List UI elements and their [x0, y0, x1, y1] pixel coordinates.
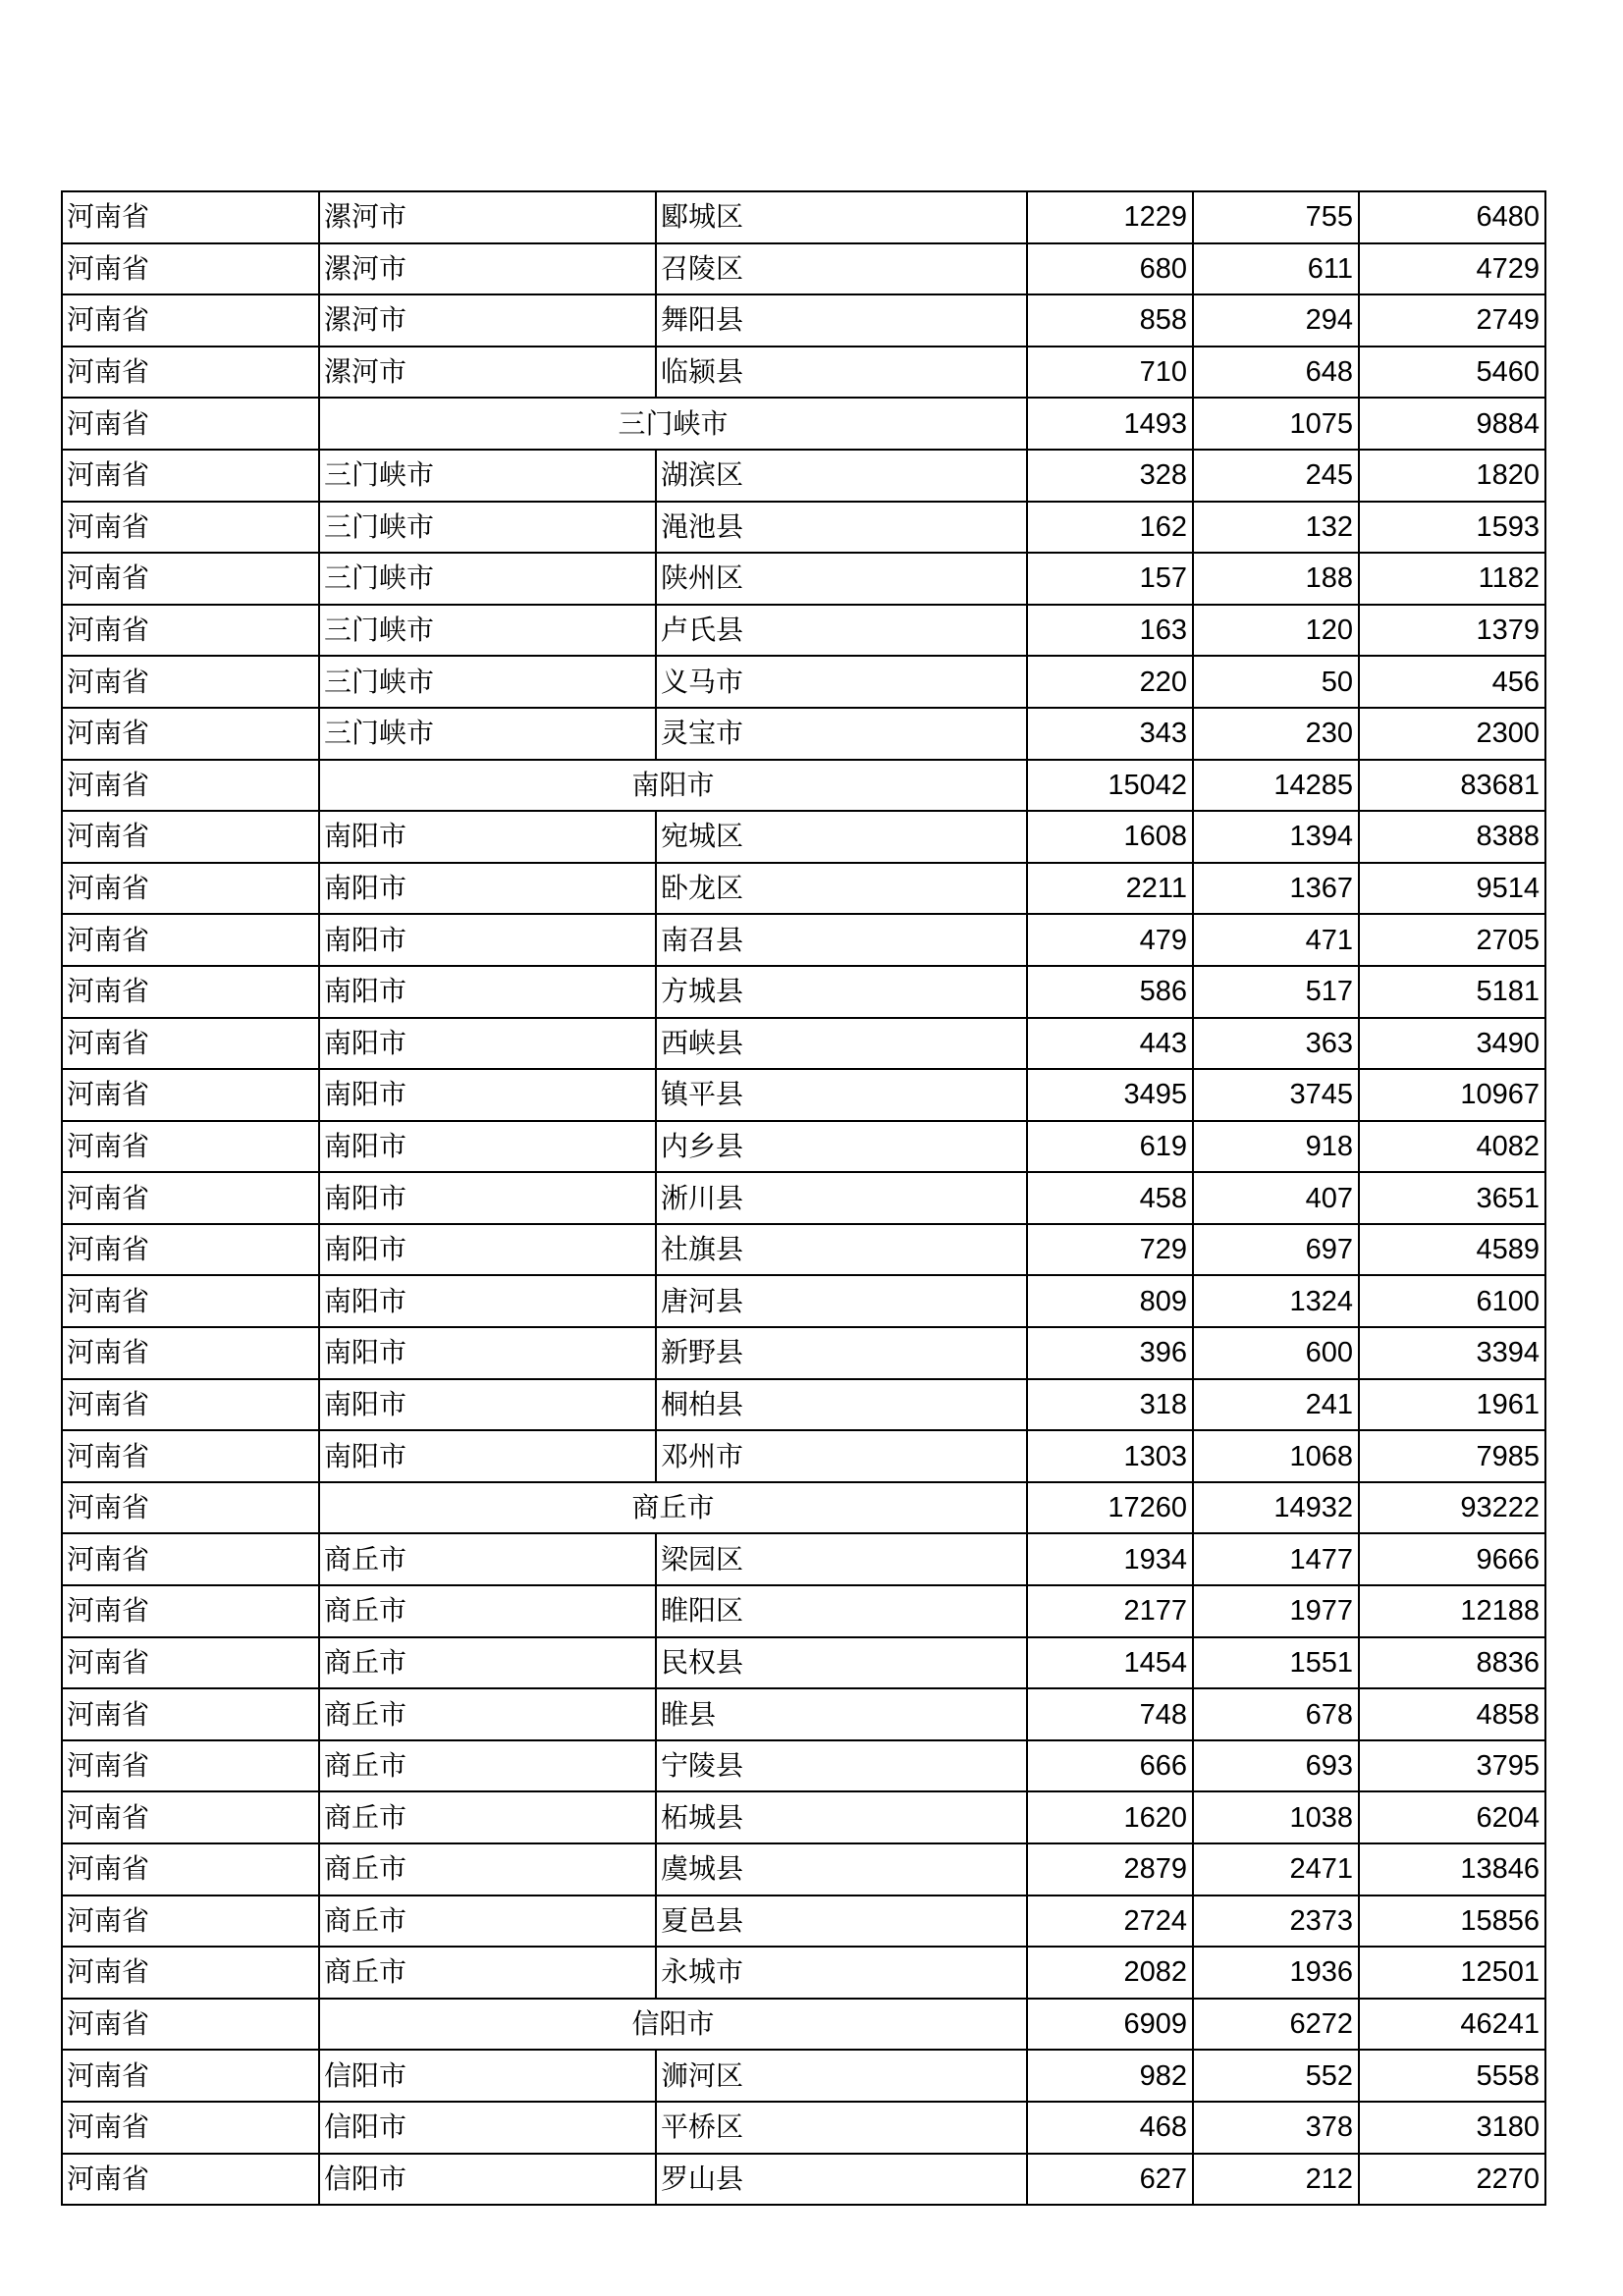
- province-cell: 河南省: [62, 1069, 319, 1121]
- province-cell: 河南省: [62, 1740, 319, 1792]
- province-cell: 河南省: [62, 656, 319, 708]
- table-row: [62, 347, 1545, 399]
- county-cell: 社旗县: [656, 1224, 1027, 1276]
- value-3-cell: 83681: [1359, 760, 1545, 812]
- table-row: [62, 1637, 1545, 1689]
- value-1-cell: 619: [1027, 1121, 1193, 1173]
- value-3-cell: 93222: [1359, 1482, 1545, 1534]
- province-cell: 河南省: [62, 863, 319, 915]
- value-1-cell: 1934: [1027, 1533, 1193, 1585]
- table-row: [62, 1121, 1545, 1173]
- table-row: [62, 1791, 1545, 1843]
- table-row: [62, 2154, 1545, 2206]
- table-row: [62, 450, 1545, 502]
- province-cell: 河南省: [62, 1947, 319, 1999]
- value-1-cell: 1454: [1027, 1637, 1193, 1689]
- county-cell: 卧龙区: [656, 863, 1027, 915]
- province-cell: 河南省: [62, 1379, 319, 1431]
- table-row: [62, 1533, 1545, 1585]
- province-cell: 河南省: [62, 1688, 319, 1740]
- table-row: [62, 243, 1545, 295]
- table-row: [62, 1688, 1545, 1740]
- province-cell: 河南省: [62, 1327, 319, 1379]
- county-cell: 临颍县: [656, 347, 1027, 399]
- city-cell: 南阳市: [319, 863, 656, 915]
- city-subtotal-row: [62, 398, 1545, 450]
- value-2-cell: 241: [1193, 1379, 1359, 1431]
- table-row: [62, 2102, 1545, 2154]
- value-3-cell: 1593: [1359, 502, 1545, 554]
- value-3-cell: 1820: [1359, 450, 1545, 502]
- value-2-cell: 1394: [1193, 811, 1359, 863]
- city-cell: 南阳市: [319, 1121, 656, 1173]
- table-row: [62, 502, 1545, 554]
- value-3-cell: 4729: [1359, 243, 1545, 295]
- value-3-cell: 5558: [1359, 2050, 1545, 2102]
- county-cell: 夏邑县: [656, 1896, 1027, 1948]
- value-2-cell: 600: [1193, 1327, 1359, 1379]
- province-cell: 河南省: [62, 347, 319, 399]
- city-cell: 南阳市: [319, 1018, 656, 1070]
- city-cell: 南阳市: [319, 1327, 656, 1379]
- value-3-cell: 12188: [1359, 1585, 1545, 1637]
- value-2-cell: 245: [1193, 450, 1359, 502]
- value-1-cell: 318: [1027, 1379, 1193, 1431]
- value-1-cell: 220: [1027, 656, 1193, 708]
- table-row: [62, 1585, 1545, 1637]
- value-2-cell: 230: [1193, 708, 1359, 760]
- county-cell: 睢县: [656, 1688, 1027, 1740]
- province-cell: 河南省: [62, 294, 319, 347]
- table-row: [62, 1018, 1545, 1070]
- value-3-cell: 1182: [1359, 553, 1545, 605]
- table-row: [62, 1740, 1545, 1792]
- value-3-cell: 46241: [1359, 1999, 1545, 2051]
- value-3-cell: 15856: [1359, 1896, 1545, 1948]
- county-cell: 卢氏县: [656, 605, 1027, 657]
- province-cell: 河南省: [62, 1275, 319, 1327]
- value-3-cell: 2270: [1359, 2154, 1545, 2206]
- value-1-cell: 680: [1027, 243, 1193, 295]
- county-cell: 灵宝市: [656, 708, 1027, 760]
- province-cell: 河南省: [62, 1018, 319, 1070]
- value-1-cell: 162: [1027, 502, 1193, 554]
- province-cell: 河南省: [62, 811, 319, 863]
- value-1-cell: 1493: [1027, 398, 1193, 450]
- table-row: [62, 863, 1545, 915]
- value-1-cell: 2724: [1027, 1896, 1193, 1948]
- value-2-cell: 1551: [1193, 1637, 1359, 1689]
- value-2-cell: 552: [1193, 2050, 1359, 2102]
- province-cell: 河南省: [62, 2050, 319, 2102]
- province-cell: 河南省: [62, 1843, 319, 1896]
- county-cell: 罗山县: [656, 2154, 1027, 2206]
- county-cell: 舞阳县: [656, 294, 1027, 347]
- value-2-cell: 1068: [1193, 1430, 1359, 1482]
- value-1-cell: 858: [1027, 294, 1193, 347]
- province-cell: 河南省: [62, 1121, 319, 1173]
- city-cell: 南阳市: [319, 811, 656, 863]
- province-cell: 河南省: [62, 760, 319, 812]
- city-cell: 三门峡市: [319, 502, 656, 554]
- value-3-cell: 3490: [1359, 1018, 1545, 1070]
- city-cell: 南阳市: [319, 1275, 656, 1327]
- value-2-cell: 3745: [1193, 1069, 1359, 1121]
- value-1-cell: 6909: [1027, 1999, 1193, 2051]
- county-cell: 南召县: [656, 914, 1027, 966]
- value-2-cell: 1977: [1193, 1585, 1359, 1637]
- city-cell: 南阳市: [319, 966, 656, 1018]
- value-3-cell: 6204: [1359, 1791, 1545, 1843]
- city-cell: 漯河市: [319, 294, 656, 347]
- county-cell: 邓州市: [656, 1430, 1027, 1482]
- city-cell: 三门峡市: [319, 656, 656, 708]
- table-row: [62, 811, 1545, 863]
- value-3-cell: 8836: [1359, 1637, 1545, 1689]
- value-1-cell: 443: [1027, 1018, 1193, 1070]
- value-3-cell: 3651: [1359, 1172, 1545, 1224]
- table-row: [62, 605, 1545, 657]
- province-cell: 河南省: [62, 1430, 319, 1482]
- county-cell: 淅川县: [656, 1172, 1027, 1224]
- value-2-cell: 363: [1193, 1018, 1359, 1070]
- county-cell: 睢阳区: [656, 1585, 1027, 1637]
- value-1-cell: 2211: [1027, 863, 1193, 915]
- value-3-cell: 7985: [1359, 1430, 1545, 1482]
- table-row: [62, 191, 1545, 243]
- city-cell: 三门峡市: [319, 605, 656, 657]
- value-3-cell: 456: [1359, 656, 1545, 708]
- county-cell: 方城县: [656, 966, 1027, 1018]
- county-cell: 永城市: [656, 1947, 1027, 1999]
- table-row: [62, 2050, 1545, 2102]
- value-3-cell: 5460: [1359, 347, 1545, 399]
- city-cell: 漯河市: [319, 347, 656, 399]
- value-1-cell: 710: [1027, 347, 1193, 399]
- province-cell: 河南省: [62, 2102, 319, 2154]
- city-cell: 商丘市: [319, 1637, 656, 1689]
- province-cell: 河南省: [62, 243, 319, 295]
- value-3-cell: 9666: [1359, 1533, 1545, 1585]
- value-1-cell: 479: [1027, 914, 1193, 966]
- value-1-cell: 1620: [1027, 1791, 1193, 1843]
- county-cell: 内乡县: [656, 1121, 1027, 1173]
- value-2-cell: 1477: [1193, 1533, 1359, 1585]
- table-row: [62, 553, 1545, 605]
- city-cell: 南阳市: [319, 1069, 656, 1121]
- value-1-cell: 328: [1027, 450, 1193, 502]
- table-row: [62, 656, 1545, 708]
- value-2-cell: 6272: [1193, 1999, 1359, 2051]
- value-2-cell: 2373: [1193, 1896, 1359, 1948]
- county-cell: 民权县: [656, 1637, 1027, 1689]
- province-cell: 河南省: [62, 2154, 319, 2206]
- table-row: [62, 1947, 1545, 1999]
- value-1-cell: 468: [1027, 2102, 1193, 2154]
- table-row: [62, 1896, 1545, 1948]
- value-1-cell: 15042: [1027, 760, 1193, 812]
- value-2-cell: 294: [1193, 294, 1359, 347]
- value-2-cell: 1324: [1193, 1275, 1359, 1327]
- city-cell: 南阳市: [319, 1172, 656, 1224]
- city-subtotal-name-cell: 商丘市: [319, 1482, 1027, 1534]
- county-cell: 唐河县: [656, 1275, 1027, 1327]
- province-cell: 河南省: [62, 1585, 319, 1637]
- city-subtotal-row: [62, 760, 1545, 812]
- value-3-cell: 2300: [1359, 708, 1545, 760]
- county-cell: 渑池县: [656, 502, 1027, 554]
- table-row: [62, 1172, 1545, 1224]
- city-cell: 信阳市: [319, 2154, 656, 2206]
- city-cell: 信阳市: [319, 2102, 656, 2154]
- county-cell: 义马市: [656, 656, 1027, 708]
- county-cell: 桐柏县: [656, 1379, 1027, 1431]
- value-2-cell: 2471: [1193, 1843, 1359, 1896]
- city-subtotal-name-cell: 三门峡市: [319, 398, 1027, 450]
- value-1-cell: 729: [1027, 1224, 1193, 1276]
- county-cell: 宛城区: [656, 811, 1027, 863]
- city-cell: 商丘市: [319, 1791, 656, 1843]
- value-3-cell: 2749: [1359, 294, 1545, 347]
- value-3-cell: 4589: [1359, 1224, 1545, 1276]
- city-subtotal-row: [62, 1999, 1545, 2051]
- value-1-cell: 982: [1027, 2050, 1193, 2102]
- value-2-cell: 1936: [1193, 1947, 1359, 1999]
- value-2-cell: 212: [1193, 2154, 1359, 2206]
- county-cell: 湖滨区: [656, 450, 1027, 502]
- value-3-cell: 13846: [1359, 1843, 1545, 1896]
- value-1-cell: 3495: [1027, 1069, 1193, 1121]
- county-cell: 浉河区: [656, 2050, 1027, 2102]
- city-subtotal-row: [62, 1482, 1545, 1534]
- value-3-cell: 1379: [1359, 605, 1545, 657]
- province-cell: 河南省: [62, 1896, 319, 1948]
- province-cell: 河南省: [62, 398, 319, 450]
- value-1-cell: 458: [1027, 1172, 1193, 1224]
- value-1-cell: 396: [1027, 1327, 1193, 1379]
- value-2-cell: 50: [1193, 656, 1359, 708]
- value-3-cell: 9514: [1359, 863, 1545, 915]
- province-cell: 河南省: [62, 708, 319, 760]
- value-3-cell: 1961: [1359, 1379, 1545, 1431]
- province-cell: 河南省: [62, 1791, 319, 1843]
- city-cell: 商丘市: [319, 1947, 656, 1999]
- value-3-cell: 5181: [1359, 966, 1545, 1018]
- value-2-cell: 1075: [1193, 398, 1359, 450]
- county-cell: 新野县: [656, 1327, 1027, 1379]
- value-3-cell: 3795: [1359, 1740, 1545, 1792]
- value-1-cell: 2177: [1027, 1585, 1193, 1637]
- city-subtotal-name-cell: 信阳市: [319, 1999, 1027, 2051]
- province-cell: 河南省: [62, 191, 319, 243]
- value-3-cell: 3394: [1359, 1327, 1545, 1379]
- city-cell: 三门峡市: [319, 450, 656, 502]
- province-cell: 河南省: [62, 1224, 319, 1276]
- table-body: [62, 191, 1545, 2205]
- county-cell: 陕州区: [656, 553, 1027, 605]
- value-2-cell: 1367: [1193, 863, 1359, 915]
- city-cell: 南阳市: [319, 1379, 656, 1431]
- value-1-cell: 748: [1027, 1688, 1193, 1740]
- value-1-cell: 2082: [1027, 1947, 1193, 1999]
- city-cell: 商丘市: [319, 1740, 656, 1792]
- value-2-cell: 693: [1193, 1740, 1359, 1792]
- value-1-cell: 2879: [1027, 1843, 1193, 1896]
- value-1-cell: 343: [1027, 708, 1193, 760]
- city-cell: 南阳市: [319, 1224, 656, 1276]
- county-cell: 虞城县: [656, 1843, 1027, 1896]
- table-row: [62, 1275, 1545, 1327]
- city-cell: 商丘市: [319, 1843, 656, 1896]
- city-cell: 商丘市: [319, 1585, 656, 1637]
- province-cell: 河南省: [62, 1999, 319, 2051]
- statistics-table: [61, 190, 1546, 2206]
- table-row: [62, 1069, 1545, 1121]
- city-cell: 商丘市: [319, 1896, 656, 1948]
- city-cell: 三门峡市: [319, 553, 656, 605]
- table-row: [62, 1843, 1545, 1896]
- county-cell: 宁陵县: [656, 1740, 1027, 1792]
- value-2-cell: 378: [1193, 2102, 1359, 2154]
- value-3-cell: 4858: [1359, 1688, 1545, 1740]
- value-1-cell: 809: [1027, 1275, 1193, 1327]
- province-cell: 河南省: [62, 914, 319, 966]
- value-1-cell: 17260: [1027, 1482, 1193, 1534]
- table-row: [62, 1327, 1545, 1379]
- province-cell: 河南省: [62, 1482, 319, 1534]
- county-cell: 平桥区: [656, 2102, 1027, 2154]
- value-3-cell: 6480: [1359, 191, 1545, 243]
- value-2-cell: 1038: [1193, 1791, 1359, 1843]
- value-1-cell: 666: [1027, 1740, 1193, 1792]
- value-3-cell: 10967: [1359, 1069, 1545, 1121]
- value-1-cell: 627: [1027, 2154, 1193, 2206]
- value-2-cell: 697: [1193, 1224, 1359, 1276]
- table-row: [62, 294, 1545, 347]
- value-3-cell: 6100: [1359, 1275, 1545, 1327]
- value-2-cell: 132: [1193, 502, 1359, 554]
- value-3-cell: 8388: [1359, 811, 1545, 863]
- province-cell: 河南省: [62, 1533, 319, 1585]
- city-cell: 南阳市: [319, 1430, 656, 1482]
- value-2-cell: 678: [1193, 1688, 1359, 1740]
- province-cell: 河南省: [62, 1172, 319, 1224]
- city-subtotal-name-cell: 南阳市: [319, 760, 1027, 812]
- county-cell: 梁园区: [656, 1533, 1027, 1585]
- table-row: [62, 914, 1545, 966]
- value-1-cell: 1229: [1027, 191, 1193, 243]
- city-cell: 商丘市: [319, 1688, 656, 1740]
- city-cell: 商丘市: [319, 1533, 656, 1585]
- value-2-cell: 120: [1193, 605, 1359, 657]
- province-cell: 河南省: [62, 450, 319, 502]
- value-3-cell: 9884: [1359, 398, 1545, 450]
- city-cell: 漯河市: [319, 243, 656, 295]
- value-2-cell: 471: [1193, 914, 1359, 966]
- value-1-cell: 1608: [1027, 811, 1193, 863]
- province-cell: 河南省: [62, 1637, 319, 1689]
- county-cell: 郾城区: [656, 191, 1027, 243]
- value-1-cell: 157: [1027, 553, 1193, 605]
- province-cell: 河南省: [62, 605, 319, 657]
- value-2-cell: 14285: [1193, 760, 1359, 812]
- province-cell: 河南省: [62, 966, 319, 1018]
- value-3-cell: 12501: [1359, 1947, 1545, 1999]
- table-row: [62, 966, 1545, 1018]
- county-cell: 柘城县: [656, 1791, 1027, 1843]
- province-cell: 河南省: [62, 553, 319, 605]
- city-cell: 漯河市: [319, 191, 656, 243]
- value-2-cell: 755: [1193, 191, 1359, 243]
- table-row: [62, 1224, 1545, 1276]
- table-row: [62, 708, 1545, 760]
- city-cell: 三门峡市: [319, 708, 656, 760]
- county-cell: 西峡县: [656, 1018, 1027, 1070]
- value-1-cell: 586: [1027, 966, 1193, 1018]
- value-2-cell: 648: [1193, 347, 1359, 399]
- value-2-cell: 611: [1193, 243, 1359, 295]
- value-2-cell: 188: [1193, 553, 1359, 605]
- value-2-cell: 14932: [1193, 1482, 1359, 1534]
- city-cell: 信阳市: [319, 2050, 656, 2102]
- value-2-cell: 517: [1193, 966, 1359, 1018]
- table-row: [62, 1430, 1545, 1482]
- value-1-cell: 163: [1027, 605, 1193, 657]
- value-2-cell: 918: [1193, 1121, 1359, 1173]
- value-1-cell: 1303: [1027, 1430, 1193, 1482]
- county-cell: 召陵区: [656, 243, 1027, 295]
- value-3-cell: 2705: [1359, 914, 1545, 966]
- value-3-cell: 4082: [1359, 1121, 1545, 1173]
- county-cell: 镇平县: [656, 1069, 1027, 1121]
- value-2-cell: 407: [1193, 1172, 1359, 1224]
- table-row: [62, 1379, 1545, 1431]
- value-3-cell: 3180: [1359, 2102, 1545, 2154]
- city-cell: 南阳市: [319, 914, 656, 966]
- province-cell: 河南省: [62, 502, 319, 554]
